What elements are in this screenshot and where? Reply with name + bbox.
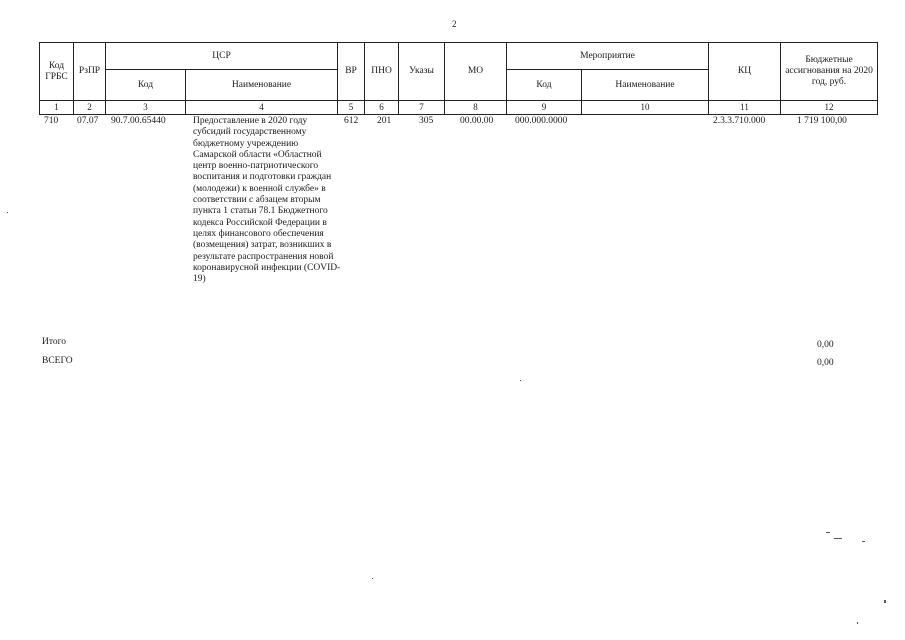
row-description: Предоставление в 2020 году субсидий государственному бюджетному учреждению Самарской области «Областной центр военно-патриотического воспитания и подготовки граждан (молодежи) к военной службе» в соответствии с абзацем вторым пункта 1 статьи 78.1 Бюджетного кодекса Российской Федерации в целях финансового обеспечения (возмещения) затрат, возникших в результате распространения новой коронавирусной инфекции (COVID-19) [193,116,341,285]
row-rzpr: 07.07 [77,116,99,126]
row-kc: 2.3.3.710.000 [713,116,766,126]
column-number: 3 [106,101,186,115]
column-number-row [40,101,878,115]
header-kc: КЦ [709,43,781,101]
scan-speck [826,532,830,533]
row-ukazy: 305 [419,116,434,126]
scan-speck [834,538,842,539]
column-number: 5 [338,101,365,115]
page-number: 2 [452,19,457,29]
column-number: 1 [40,101,74,115]
column-number: 4 [186,101,338,115]
vsego-value: 0,00 [817,358,834,368]
header-vr: ВР [338,43,365,101]
header-grbs: Код ГРБС [40,43,74,101]
header-budget: Бюджетные ассигнования на 2020 год, руб. [781,43,878,101]
row-csr-code: 90.7.00.65440 [111,116,166,126]
row-event-code: 000.000.0000 [515,116,568,126]
scan-speck [884,600,886,603]
scan-speck [372,578,373,579]
itogo-label: Итого [42,337,67,347]
scan-speck [520,380,521,381]
vsego-label: ВСЕГО [42,356,73,366]
header-event-group: Мероприятие [507,43,709,70]
column-number: 10 [582,101,709,115]
row-grbs: 710 [44,116,59,126]
scan-speck [857,622,858,624]
header-pno: ПНО [365,43,399,101]
column-number: 11 [709,101,781,115]
column-number: 6 [365,101,399,115]
itogo-value: 0,00 [817,340,834,350]
row-mo: 00.00.00 [460,116,494,126]
header-ukazy: Указы [399,43,445,101]
header-csr-code: Код [106,70,186,101]
scan-speck [862,541,865,542]
header-event-name: Наименование [582,70,709,101]
header-row-top [40,43,878,70]
header-rzpr: РзПР [74,43,106,101]
column-number: 12 [781,101,878,115]
column-number: 2 [74,101,106,115]
budget-table [39,42,878,115]
column-number: 8 [445,101,507,115]
header-csr-group: ЦСР [106,43,338,70]
column-number: 9 [507,101,582,115]
row-vr: 612 [344,116,359,126]
header-mo: МО [445,43,507,101]
row-pno: 201 [377,116,392,126]
column-number: 7 [399,101,445,115]
header-csr-name: Наименование [186,70,338,101]
scan-speck [7,212,8,213]
row-amount: 1 719 100,00 [797,116,847,126]
header-event-code: Код [507,70,582,101]
